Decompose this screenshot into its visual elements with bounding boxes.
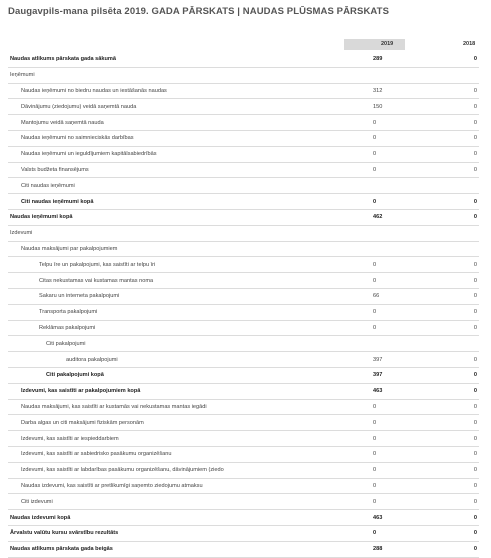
value-2019: 0 xyxy=(373,403,377,410)
value-2018: 0 xyxy=(432,431,479,447)
table-row xyxy=(8,541,479,557)
table-row xyxy=(8,415,479,431)
value-2019: 0 xyxy=(373,151,377,158)
value-2018: 0 xyxy=(432,52,479,67)
value-2019: 66 xyxy=(373,293,380,300)
table-row xyxy=(8,494,479,510)
value-2019: 0 xyxy=(373,309,377,316)
table-row xyxy=(8,115,479,131)
row-label: Citi naudas ieņēmumi kopā xyxy=(8,194,344,210)
row-label: Izdevumi, kas saistīti ar sabiedrisko pasākumu organizēšanu xyxy=(8,446,344,462)
row-label: Telpu īre un pakalpojumi, kas saistīti ar telpu īri xyxy=(8,257,344,273)
value-2018: 0 xyxy=(432,415,479,431)
table-row xyxy=(8,446,479,462)
table-row xyxy=(8,478,479,494)
page-title: Daugavpils-mana pilsēta 2019. GADA PĀRSKATS | NAUDAS PLŪSMAS PĀRSKATS xyxy=(8,6,390,17)
value-2018: 0 xyxy=(432,146,479,162)
table-row xyxy=(8,288,479,304)
row-label: Izdevumi xyxy=(8,225,344,241)
value-2019: 0 xyxy=(373,482,377,489)
row-label: Naudas ieņēmumi un ieguldījumiem kapitālsabiedrībās xyxy=(8,146,344,162)
value-2018: 0 xyxy=(432,446,479,462)
row-label: Naudas atlikums pārskata gada beigās xyxy=(8,541,344,557)
value-2019: 0 xyxy=(373,277,377,284)
value-2018: 0 xyxy=(432,383,479,399)
table-row xyxy=(8,320,479,336)
row-label: Mantojumu veidā saņemtā nauda xyxy=(8,115,344,131)
row-label: Naudas ieņēmumi kopā xyxy=(8,209,344,225)
value-2018: 0 xyxy=(432,209,479,225)
row-label: Naudas atlikums pārskata gada sākumā xyxy=(8,52,344,67)
row-label: Transporta pakalpojumi xyxy=(8,304,344,320)
value-2018: 0 xyxy=(432,304,479,320)
value-2018: 0 xyxy=(432,541,479,557)
value-2019: 0 xyxy=(373,261,377,268)
value-2019: 0 xyxy=(373,119,377,126)
value-2018: 0 xyxy=(432,494,479,510)
table-row xyxy=(8,178,479,194)
value-2019: 463 xyxy=(373,514,383,521)
value-2019: 0 xyxy=(373,530,377,537)
table-row xyxy=(8,99,479,115)
table-row xyxy=(8,367,479,383)
value-2019: 0 xyxy=(373,135,377,142)
row-label: Citi pakalpojumi xyxy=(8,336,344,352)
row-label: Ārvalstu valūtu kursu svārstību rezultāts xyxy=(8,525,344,541)
value-2018 xyxy=(432,225,479,241)
row-label: Izdevumi, kas saistīti ar labdarības pasākumu organizēšanu, dāvinājumiem (ziedo xyxy=(8,462,344,478)
value-2018 xyxy=(432,67,479,83)
value-2019: 289 xyxy=(373,56,383,63)
value-2018: 0 xyxy=(432,525,479,541)
row-label: Naudas maksājumi par pakalpojumiem xyxy=(8,241,344,257)
table-row xyxy=(8,257,479,273)
row-label: Naudas ieņēmumi no biedru naudas un iestāšanās naudas xyxy=(8,83,344,99)
value-2019: 150 xyxy=(373,103,383,110)
row-label: Naudas maksājumi, kas saistīti ar kustamās vai nekustamas mantas iegādi xyxy=(8,399,344,415)
value-2019: 288 xyxy=(373,546,383,553)
table-row xyxy=(8,273,479,289)
table-row xyxy=(8,352,479,368)
value-2019: 0 xyxy=(373,419,377,426)
table-row xyxy=(8,162,479,178)
value-2019: 463 xyxy=(373,388,383,395)
value-2018: 0 xyxy=(432,399,479,415)
value-2019: 0 xyxy=(373,324,377,331)
value-2019: 0 xyxy=(373,498,377,505)
value-2018: 0 xyxy=(432,288,479,304)
value-2019: 462 xyxy=(373,214,383,221)
value-2018: 0 xyxy=(432,273,479,289)
row-label: Reklāmas pakalpojumi xyxy=(8,320,344,336)
row-label: Darba algas un citi maksājumi fiziskām personām xyxy=(8,415,344,431)
row-label: Naudas izdevumi, kas saistīti ar pretlikumīgi saņemto ziedojumu atmaksu xyxy=(8,478,344,494)
value-2018: 0 xyxy=(432,115,479,131)
value-2018: 0 xyxy=(432,478,479,494)
table-row xyxy=(8,304,479,320)
row-label: Citi izdevumi xyxy=(8,494,344,510)
value-2018: 0 xyxy=(432,462,479,478)
value-2019: 0 xyxy=(373,467,377,474)
row-label: Izdevumi, kas saistīti ar iespieddarbiem xyxy=(8,431,344,447)
row-label: Dāvinājumu (ziedojumu) veidā saņemtā nauda xyxy=(8,99,344,115)
value-2018: 0 xyxy=(432,367,479,383)
table-row xyxy=(8,399,479,415)
value-2018: 0 xyxy=(432,510,479,526)
cash-flow-table xyxy=(8,52,479,558)
table-row xyxy=(8,194,479,210)
value-2018: 0 xyxy=(432,257,479,273)
row-label: Citi naudas ieņēmumi xyxy=(8,178,344,194)
row-label: auditora pakalpojumi xyxy=(8,352,344,368)
value-2018: 0 xyxy=(432,194,479,210)
value-2018: 0 xyxy=(432,130,479,146)
value-2019: 0 xyxy=(373,198,377,205)
row-label: Citi pakalpojumi kopā xyxy=(8,367,344,383)
table-row xyxy=(8,83,479,99)
table-row xyxy=(8,67,479,83)
value-2018: 0 xyxy=(432,99,479,115)
value-2019: 397 xyxy=(373,356,383,363)
value-2018: 0 xyxy=(432,83,479,99)
row-label: Citas nekustamas vai kustamas mantas noma xyxy=(8,273,344,289)
table-row xyxy=(8,336,479,352)
value-2019: 0 xyxy=(373,435,377,442)
year-header-highlight xyxy=(344,39,405,50)
table-row xyxy=(8,130,479,146)
table-row xyxy=(8,225,479,241)
value-2018 xyxy=(432,336,479,352)
row-label: Izdevumi, kas saistīti ar pakalpojumiem kopā xyxy=(8,383,344,399)
table-row xyxy=(8,52,479,67)
table-row xyxy=(8,383,479,399)
column-header-2019: 2019 xyxy=(381,41,394,47)
row-label: Sakaru un interneta pakalpojumi xyxy=(8,288,344,304)
table-row xyxy=(8,431,479,447)
table-row xyxy=(8,241,479,257)
row-label: Valsts budžeta finansējums xyxy=(8,162,344,178)
value-2019: 312 xyxy=(373,87,383,94)
value-2018: 0 xyxy=(432,162,479,178)
value-2019: 0 xyxy=(373,451,377,458)
table-row xyxy=(8,462,479,478)
table-row xyxy=(8,209,479,225)
row-label: Ieņēmumi xyxy=(8,67,344,83)
value-2018: 0 xyxy=(432,352,479,368)
value-2019: 397 xyxy=(373,372,383,379)
table-row xyxy=(8,146,479,162)
row-label: Naudas ieņēmumi no saimnieciskās darbības xyxy=(8,130,344,146)
column-header-2018: 2018 xyxy=(463,41,476,47)
table-row xyxy=(8,510,479,526)
value-2018 xyxy=(432,241,479,257)
table-row xyxy=(8,525,479,541)
value-2018 xyxy=(432,178,479,194)
row-label: Naudas izdevumi kopā xyxy=(8,510,344,526)
value-2018: 0 xyxy=(432,320,479,336)
value-2019: 0 xyxy=(373,166,377,173)
